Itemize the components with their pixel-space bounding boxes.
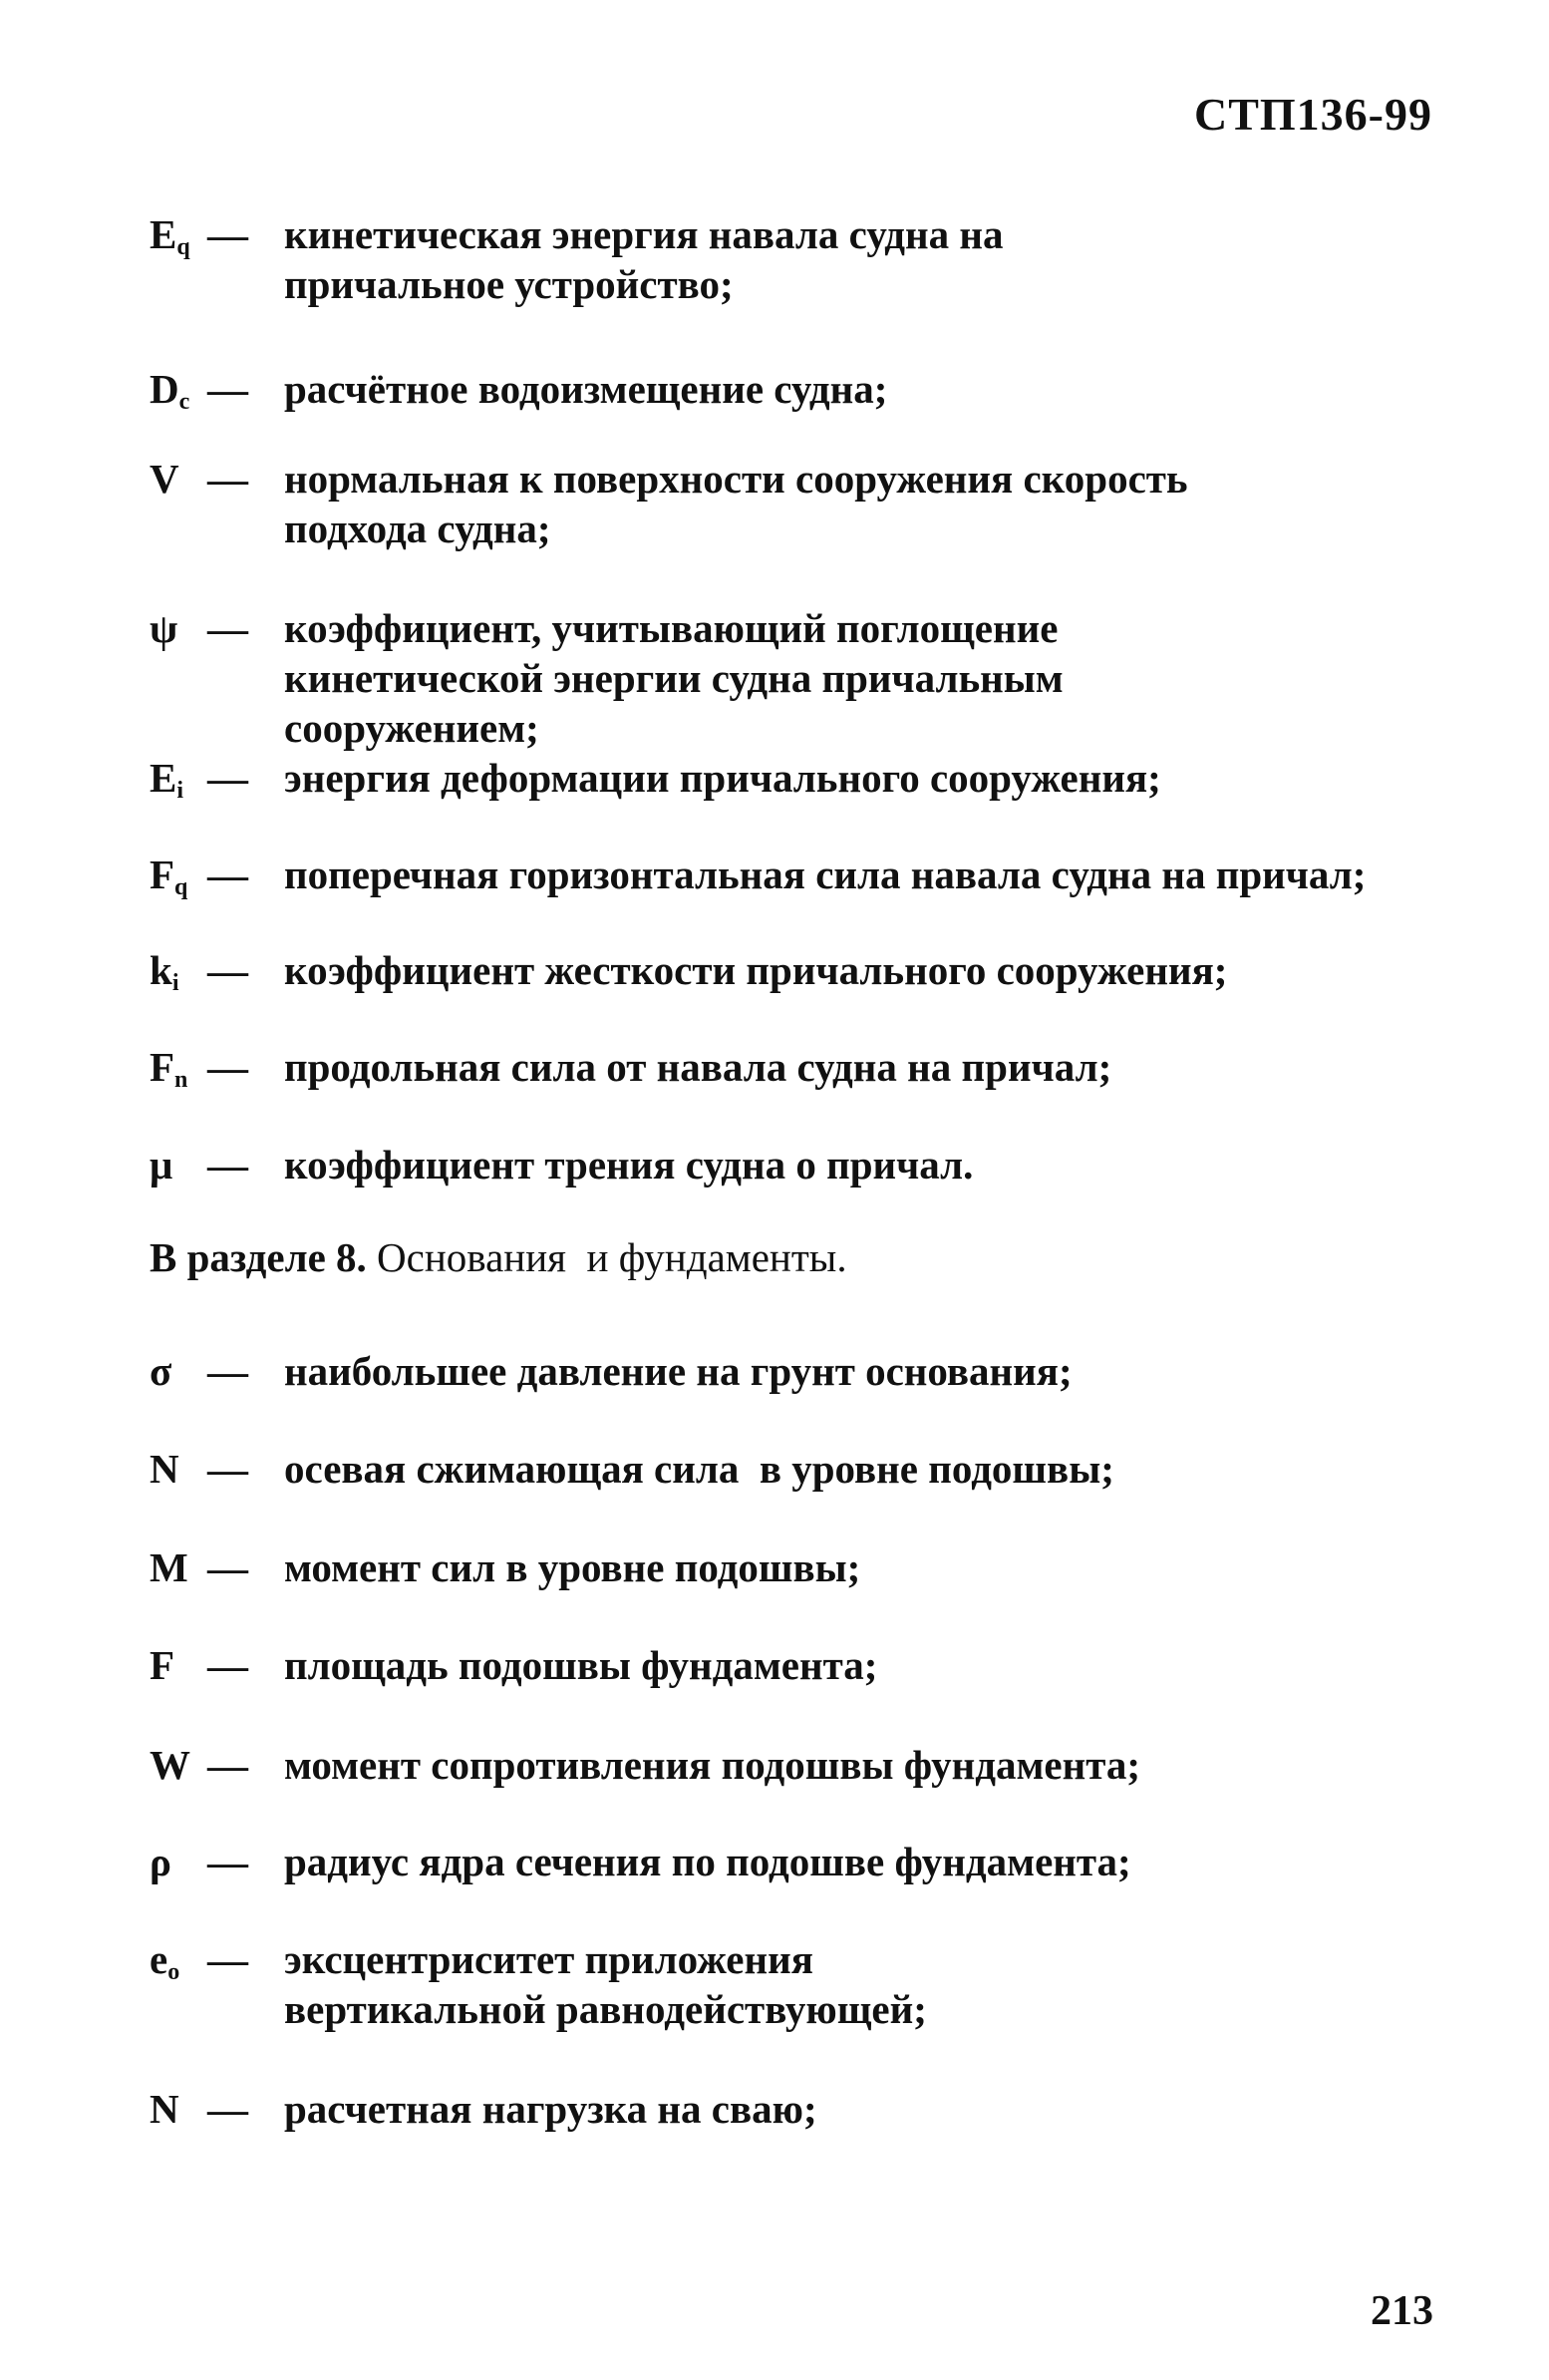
definition: энергия деформации причального сооружения; [284, 755, 1161, 801]
dash: — [207, 605, 248, 651]
section-heading [150, 1232, 847, 1282]
definition: нормальная к поверхности сооружения скорость подхода судна; [284, 456, 1188, 551]
definition: кинетическая энергия навала судна на причальное устройство; [284, 211, 1004, 307]
definition: поперечная горизонтальная сила навала судна на причал; [284, 851, 1367, 897]
section-title: Основания и фундаменты. [366, 1234, 847, 1280]
dash: — [207, 1348, 248, 1394]
document-code: СТП136-99 [1194, 89, 1432, 140]
symbol: $F_n$ [150, 1044, 188, 1093]
dash: — [207, 2086, 248, 2132]
definition: коэффициент, учитывающий поглощение кинетической энергии судна причальным сооружением; [284, 605, 1064, 751]
page-number: 213 [1371, 2288, 1433, 2334]
symbol: μ [150, 1142, 173, 1188]
dash: — [207, 851, 248, 897]
symbol: ψ [150, 605, 178, 651]
dash: — [207, 1446, 248, 1492]
definition: площадь подошвы фундамента; [284, 1642, 878, 1688]
definition: момент сил в уровне подошвы; [284, 1544, 861, 1590]
symbol: ρ [150, 1839, 171, 1884]
symbol: $F_q$ [150, 851, 188, 900]
dash: — [207, 456, 248, 502]
symbol: $E_i$ [150, 755, 184, 804]
symbol: W [150, 1742, 190, 1788]
dash: — [207, 1742, 248, 1788]
dash: — [207, 755, 248, 801]
symbol: $e_o$ [150, 1936, 180, 1985]
dash: — [207, 947, 248, 993]
definition: осевая сжимающая сила в уровне подошвы; [284, 1446, 1114, 1492]
definition: эксцентриситет приложения вертикальной равнодействующей; [284, 1936, 927, 2032]
definition: коэффициент жесткости причального сооружения; [284, 947, 1228, 993]
symbol: N [150, 1446, 179, 1492]
definition: продольная сила от навала судна на причал; [284, 1044, 1112, 1090]
definition: расчетная нагрузка на сваю; [284, 2086, 817, 2132]
symbol: N [150, 2086, 179, 2132]
symbol: $k_i$ [150, 947, 179, 996]
symbol: σ [150, 1348, 172, 1394]
definition: момент сопротивления подошвы фундамента; [284, 1742, 1141, 1788]
dash: — [207, 1642, 248, 1688]
symbol: V [150, 456, 179, 502]
dash: — [207, 1044, 248, 1090]
definition: наибольшее давление на грунт основания; [284, 1348, 1073, 1394]
symbol: F [150, 1642, 175, 1688]
symbol: $D_c$ [150, 366, 190, 415]
section-prefix: В разделе 8. [150, 1234, 367, 1280]
definition: радиус ядра сечения по подошве фундамента; [284, 1839, 1131, 1884]
dash: — [207, 1936, 248, 1982]
definition: коэффициент трения судна о причал. [284, 1142, 974, 1188]
dash: — [207, 366, 248, 412]
dash: — [207, 1142, 248, 1188]
definition: расчётное водоизмещение судна; [284, 366, 888, 412]
dash: — [207, 1544, 248, 1590]
symbol: M [150, 1544, 188, 1590]
dash: — [207, 211, 248, 257]
symbol: $E_q$ [150, 211, 190, 260]
dash: — [207, 1839, 248, 1884]
